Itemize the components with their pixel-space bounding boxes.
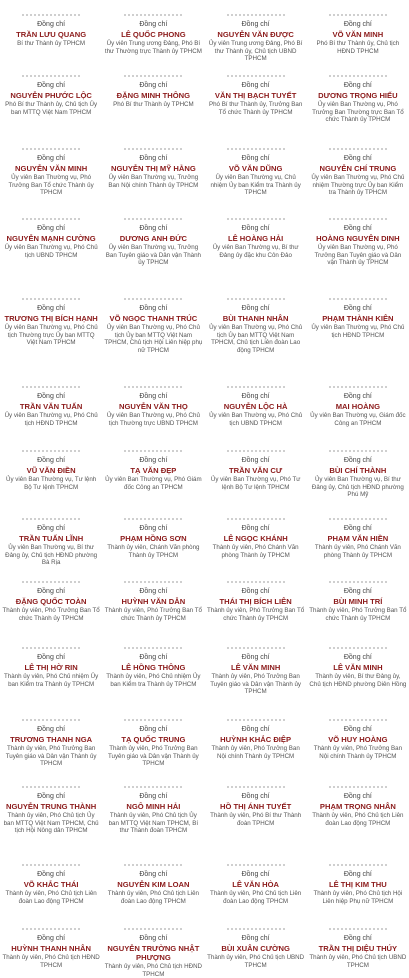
honorific: Đồng chí	[139, 393, 168, 400]
member-title: Thành ủy viên, Phó Chủ nhiệm Ủy ban Kiểm tra Thành ủy TPHCM	[106, 673, 201, 688]
member-name: NGUYỄN VĂN MINH	[15, 164, 88, 173]
member-title: Thành ủy viên, Phó Chủ tịch Liên đoàn Lao động TPHCM	[210, 890, 302, 905]
dotted-divider	[22, 928, 80, 930]
member-name: NGUYỄN MẠNH CƯỜNG	[6, 234, 96, 243]
dotted-divider	[329, 218, 387, 220]
member-card	[205, 298, 307, 386]
dotted-divider	[124, 14, 182, 16]
member-name: VÕ NGỌC THANH TRÚC	[109, 314, 198, 323]
member-title: Ủy viên Ban Thường vụ, Phó Trưởng Ban Thường trực Ban Tổ chức Thành ủy TPHCM	[312, 101, 404, 124]
member-name: LÊ VĂN MINH	[230, 663, 281, 672]
member-title: Phó Bí thư Thành ủy, Trưởng Ban Tổ chức Thành ủy TPHCM	[208, 101, 303, 116]
member-title: Ủy viên Trung ương Đảng, Phó Bí thư Thành ủy, Chủ tịch UBND TPHCM	[208, 40, 303, 63]
dotted-divider	[329, 518, 387, 520]
honorific: Đồng chí	[241, 393, 270, 400]
member-name: NGUYỄN PHƯỚC LỘC	[10, 91, 92, 100]
member-name: THÁI THỊ BÍCH LIÊN	[219, 597, 292, 606]
member-name: LÊ NGỌC KHÁNH	[223, 534, 288, 543]
member-card	[0, 581, 102, 647]
member-title: Thành ủy viên, Phó Chủ tịch HĐND TPHCM	[104, 963, 203, 978]
member-name: LÊ HỒNG THÔNG	[121, 663, 186, 672]
honorific: Đồng chí	[241, 726, 270, 733]
member-name: VÕ VĂN DŨNG	[228, 164, 283, 173]
member-card	[0, 864, 102, 928]
member-title: Thành ủy viên, Phó Chủ tịch Hội Liên hiệp Phụ nữ TPHCM	[313, 890, 403, 905]
dotted-divider	[124, 786, 182, 788]
dotted-divider	[227, 928, 285, 930]
dotted-divider	[124, 386, 182, 388]
member-title: Thành ủy viên, Phó Trưởng Ban Tổ chức Thành ủy TPHCM	[309, 607, 407, 622]
member-title: Thành ủy viên, Phó Trưởng Ban Nội chính Thành ủy TPHCM	[313, 745, 403, 760]
member-title: Thành ủy viên, Phó Chủ tịch Liên đoàn Lao động TPHCM	[107, 890, 199, 905]
member-title: Thành ủy viên, Phó Chủ tịch Liên đoàn Lao động TPHCM	[312, 812, 404, 827]
member-title: Thành ủy viên, Chánh Văn phòng Thành ủy TPHCM	[107, 544, 200, 559]
honorific: Đồng chí	[343, 793, 372, 800]
dotted-divider	[329, 75, 387, 77]
member-title: Ủy viên Ban Thường vụ, Phó Chủ tịch HĐND TPHCM	[311, 324, 405, 339]
member-card	[307, 928, 409, 974]
member-card	[307, 218, 409, 298]
honorific: Đồng chí	[139, 225, 168, 232]
member-name: DƯƠNG TRỌNG HIẾU	[318, 91, 398, 100]
member-card	[102, 864, 204, 928]
member-card	[205, 14, 307, 75]
member-name: VĂN THỊ BẠCH TUYẾT	[214, 91, 297, 100]
dotted-divider	[329, 298, 387, 300]
member-title: Thành ủy viên, Phó Bí thư Thành đoàn TPHCM	[210, 812, 302, 827]
member-name: TRẦN VĂN CƯ	[229, 466, 283, 475]
member-title: Ủy viên Ban Thường vụ, Trưởng Ban Tuyên giáo và Dân vận Thành ủy TPHCM	[105, 244, 201, 267]
member-title: Bí thư Thành ủy TPHCM	[17, 40, 86, 47]
member-card	[307, 786, 409, 864]
member-card	[0, 75, 102, 148]
member-card	[205, 647, 307, 719]
honorific: Đồng chí	[139, 155, 168, 162]
honorific: Đồng chí	[241, 21, 270, 28]
member-title: Ủy viên Ban Thường vụ, Bí thư Đảng ủy, Chủ tịch HĐND phường Bà Rịa	[5, 544, 98, 567]
member-title: Thành ủy viên, Phó Trưởng Ban Tuyên giáo và Dân vận Thành ủy TPHCM	[107, 745, 199, 768]
member-card	[307, 647, 409, 719]
member-card	[102, 75, 204, 148]
dotted-divider	[22, 581, 80, 583]
member-card	[0, 386, 102, 450]
honorific: Đồng chí	[241, 793, 270, 800]
member-card	[205, 75, 307, 148]
member-title: Ủy viên Ban Thường vụ, Phó Tư lệnh Bộ Tư lệnh TPHCM	[210, 476, 301, 491]
member-card	[307, 14, 409, 75]
member-card	[102, 450, 204, 518]
member-card	[307, 719, 409, 786]
honorific: Đồng chí	[343, 225, 372, 232]
honorific: Đồng chí	[241, 525, 270, 532]
member-title: Ủy viên Ban Thường vụ, Phó Chủ tịch Thường trực Ủy ban MTTQ Việt Nam TPHCM	[4, 324, 98, 347]
honorific: Đồng chí	[139, 82, 168, 89]
member-title: Ủy viên Ban Thường vụ, Phó Chủ tịch Ủy ban MTTQ Việt Nam TPHCM, Chủ tịch Liên đoàn Lao động TPHCM	[209, 324, 303, 354]
dotted-divider	[22, 450, 80, 452]
member-name: HUỲNH THANH NHÂN	[11, 944, 91, 953]
member-name: TRẦN TUẤN LĨNH	[19, 534, 84, 543]
honorific: Đồng chí	[139, 588, 168, 595]
dotted-divider	[227, 386, 285, 388]
member-name: PHẠM THÀNH KIÊN	[322, 314, 394, 323]
member-card	[0, 786, 102, 864]
honorific: Đồng chí	[37, 588, 66, 595]
honorific: Đồng chí	[241, 82, 270, 89]
dotted-divider	[124, 647, 182, 649]
member-card	[307, 864, 409, 928]
member-name: NGUYỄN LỘC HÀ	[223, 402, 288, 411]
dotted-divider	[124, 450, 182, 452]
member-card	[0, 298, 102, 386]
member-card	[102, 14, 204, 75]
dotted-divider	[227, 218, 285, 220]
member-card	[205, 218, 307, 298]
member-name: HUỲNH KHẮC ĐIỆP	[220, 735, 292, 744]
honorific: Đồng chí	[37, 305, 66, 312]
member-title: Thành ủy viên, Phó Trưởng Ban Tuyên giáo và Dân vận Thành ủy TPHCM	[5, 745, 97, 768]
dotted-divider	[124, 218, 182, 220]
honorific: Đồng chí	[37, 871, 66, 878]
dotted-divider	[124, 148, 182, 150]
member-name: NGUYỄN VĂN ĐƯỢC	[217, 30, 294, 39]
member-name: HUỲNH VĂN DẪN	[121, 597, 186, 606]
member-name: LÊ VĂN HÒA	[232, 880, 280, 889]
member-card	[307, 386, 409, 450]
member-title: Thành ủy viên, Phó Chủ tịch Liên đoàn Lao động TPHCM	[5, 890, 97, 905]
member-name: VÕ KHẮC THÁI	[23, 880, 79, 889]
dotted-divider	[22, 148, 80, 150]
honorific: Đồng chí	[139, 21, 168, 28]
honorific: Đồng chí	[241, 935, 270, 942]
member-card	[205, 786, 307, 864]
honorific: Đồng chí	[139, 871, 168, 878]
member-title: Thành ủy viên, Phó Chủ nhiệm Ủy ban Kiểm tra Thành ủy TPHCM	[4, 673, 99, 688]
member-name: NGUYỄN VĂN THỌ	[118, 402, 188, 411]
member-name: VÕ HUY HOÀNG	[328, 735, 388, 744]
member-card	[307, 518, 409, 581]
member-title: Thành ủy viên, Phó Trưởng Ban Nội chính Thành ủy TPHCM	[211, 745, 300, 760]
dotted-divider	[124, 864, 182, 866]
honorific: Đồng chí	[241, 871, 270, 878]
member-title: Ủy viên Ban Thường vụ, Giám đốc Công an TPHCM	[310, 412, 406, 427]
member-title: Ủy viên Ban Thường vụ, Phó Chủ tịch Ủy ban MTTQ Việt Nam TPHCM, Chủ tịch Hội Liên hiệp phụ nữ TPHCM	[104, 324, 203, 354]
honorific: Đồng chí	[343, 393, 372, 400]
honorific: Đồng chí	[241, 654, 270, 661]
member-name: LÊ HOÀNG HẢI	[227, 234, 284, 243]
honorific: Đồng chí	[37, 155, 66, 162]
member-name: ĐẶNG QUỐC TOÀN	[15, 597, 87, 606]
dotted-divider	[124, 518, 182, 520]
member-name: TRƯƠNG THANH NGA	[10, 735, 93, 744]
member-title: Ủy viên Ban Thường vụ, Phó Chủ nhiệm Thường trực Ủy ban Kiểm tra Thành ủy TPHCM	[311, 174, 405, 197]
member-title: Phó Bí thư Thành ủy TPHCM	[113, 101, 194, 108]
member-card	[0, 928, 102, 974]
member-name: DƯƠNG ANH ĐỨC	[119, 234, 188, 243]
honorific: Đồng chí	[37, 457, 66, 464]
dotted-divider	[227, 786, 285, 788]
honorific: Đồng chí	[37, 654, 66, 661]
member-card	[307, 298, 409, 386]
member-card	[307, 148, 409, 218]
member-title: Ủy viên Ban Thường vụ, Bí thư Đảng ủy, Chủ tịch HĐND phường Phú Mỹ	[311, 476, 404, 499]
member-title: Thành ủy viên, Phó Chánh Văn phòng Thành ủy TPHCM	[212, 544, 299, 559]
member-title: Thành ủy viên, Phó Trưởng Ban Tổ chức Thành ủy TPHCM	[207, 607, 305, 622]
member-card	[0, 719, 102, 786]
member-name: HOÀNG NGUYÊN DINH	[316, 234, 400, 243]
member-title: Phó Bí thư Thành ủy, Chủ tịch Ủy ban MTTQ Việt Nam TPHCM	[5, 101, 98, 116]
member-name: BÙI CHÍ THÀNH	[329, 466, 387, 475]
honorific: Đồng chí	[37, 726, 66, 733]
member-card	[0, 218, 102, 298]
member-name: TRƯƠNG THỊ BÍCH HẠNH	[4, 314, 98, 323]
dotted-divider	[124, 75, 182, 77]
honorific: Đồng chí	[139, 457, 168, 464]
member-name: MAI HOÀNG	[335, 402, 381, 411]
member-card	[102, 647, 204, 719]
dotted-divider	[227, 14, 285, 16]
member-card	[102, 148, 204, 218]
honorific: Đồng chí	[241, 305, 270, 312]
member-card	[205, 719, 307, 786]
honorific: Đồng chí	[139, 793, 168, 800]
member-title: Ủy viên Ban Thường vụ, Phó Trưởng Ban Tổ chức Thành ủy TPHCM	[8, 174, 94, 197]
member-name: VŨ VĂN ĐIỀN	[26, 466, 76, 475]
member-title: Ủy viên Ban Thường vụ, Tư lệnh Bộ Tư lệnh TPHCM	[6, 476, 97, 491]
member-title: Thành ủy viên, Phó Trưởng Ban Tuyên giáo và Dân vận Thành ủy TPHCM	[210, 673, 302, 696]
dotted-divider	[227, 518, 285, 520]
dotted-divider	[329, 719, 387, 721]
member-card	[205, 148, 307, 218]
dotted-divider	[22, 298, 80, 300]
honorific: Đồng chí	[343, 654, 372, 661]
dotted-divider	[124, 928, 182, 930]
member-name: TẠ VĂN ĐẸP	[130, 466, 177, 475]
honorific: Đồng chí	[343, 305, 372, 312]
member-title: Ủy viên Ban Thường vụ, Chủ nhiệm Ủy ban Kiểm tra Thành ủy TPHCM	[210, 174, 301, 197]
dotted-divider	[22, 386, 80, 388]
member-name: BÙI MINH TRÍ	[333, 597, 383, 606]
honorific: Đồng chí	[139, 935, 168, 942]
dotted-divider	[227, 719, 285, 721]
member-title: Ủy viên Ban Thường vụ, Bí thư Đảng ủy đặc khu Côn Đảo	[212, 244, 299, 259]
member-name: TRẦN VĂN TUẤN	[19, 402, 83, 411]
honorific: Đồng chí	[37, 793, 66, 800]
member-name: VÕ VĂN MINH	[332, 30, 384, 39]
honorific: Đồng chí	[37, 225, 66, 232]
member-card	[102, 581, 204, 647]
member-name: NGUYỄN CHÍ TRUNG	[319, 164, 397, 173]
dotted-divider	[329, 786, 387, 788]
dotted-divider	[22, 75, 80, 77]
honorific: Đồng chí	[37, 82, 66, 89]
member-name: TRẦN THỊ DIỆU THÚY	[318, 944, 398, 953]
member-title: Thành ủy viên, Phó Chánh Văn phòng Thành ủy TPHCM	[314, 544, 401, 559]
member-card	[307, 75, 409, 148]
member-card	[205, 928, 307, 974]
member-title: Thành ủy viên, Bí thư Đảng ủy, Chủ tịch HĐND phường Diên Hồng	[309, 673, 407, 688]
honorific: Đồng chí	[37, 525, 66, 532]
dotted-divider	[329, 928, 387, 930]
member-name: PHẠM VĂN HIỀN	[327, 534, 389, 543]
honorific: Đồng chí	[37, 393, 66, 400]
honorific: Đồng chí	[241, 588, 270, 595]
member-title: Ủy viên Ban Thường vụ, Phó Trưởng Ban Tuyên giáo và Dân vận Thành ủy TPHCM	[314, 244, 402, 267]
honorific: Đồng chí	[139, 726, 168, 733]
member-card	[0, 647, 102, 719]
member-title: Thành ủy viên, Phó Chủ tịch Ủy ban MTTQ Việt Nam TPHCM, Bí thư Thành đoàn TPHCM	[108, 812, 199, 835]
honorific: Đồng chí	[343, 82, 372, 89]
honorific: Đồng chí	[241, 155, 270, 162]
member-card	[0, 518, 102, 581]
member-title: Thành ủy viên, Phó Chủ tịch UBND TPHCM	[207, 954, 305, 969]
dotted-divider	[124, 581, 182, 583]
member-card	[102, 518, 204, 581]
member-title: Ủy viên Ban Thường vụ, Phó Chủ tịch UBND TPHCM	[4, 244, 98, 259]
dotted-divider	[329, 581, 387, 583]
honorific: Đồng chí	[343, 726, 372, 733]
member-name: LÊ VĂN MINH	[333, 663, 383, 672]
member-name: PHẠM HỒNG SƠN	[120, 534, 187, 543]
dotted-divider	[22, 647, 80, 649]
dotted-divider	[227, 647, 285, 649]
dotted-divider	[329, 386, 387, 388]
member-card	[205, 864, 307, 928]
member-name: BÙI XUÂN CƯỜNG	[221, 944, 290, 953]
member-title: Ủy viên Ban Thường vụ, Trưởng Ban Nội chính Thành ủy TPHCM	[108, 174, 199, 189]
member-name: LÊ QUỐC PHONG	[121, 30, 186, 39]
member-title: Thành ủy viên, Phó Chủ tịch Ủy ban MTTQ Việt Nam TPHCM, Chủ tịch Hội Nông dân TPHCM	[3, 812, 99, 835]
dotted-divider	[329, 148, 387, 150]
member-name: NGÔ MINH HẢI	[126, 802, 181, 811]
member-name: HỒ THỊ ÁNH TUYẾT	[219, 802, 292, 811]
dotted-divider	[329, 647, 387, 649]
dotted-divider	[22, 14, 80, 16]
dotted-divider	[22, 719, 80, 721]
honorific: Đồng chí	[343, 21, 372, 28]
member-title: Ủy viên Trung ương Đảng, Phó Bí thư Thường trực Thành ủy TPHCM	[104, 40, 202, 55]
member-name: LÊ THỊ HỜ RIN	[24, 663, 78, 672]
member-title: Ủy viên Ban Thường vụ, Phó Chủ tịch UBND TPHCM	[209, 412, 303, 427]
member-card	[0, 148, 102, 218]
member-name: TRẦN LƯU QUANG	[16, 30, 87, 39]
dotted-divider	[227, 298, 285, 300]
dotted-divider	[227, 581, 285, 583]
honorific: Đồng chí	[139, 525, 168, 532]
member-card	[0, 450, 102, 518]
honorific: Đồng chí	[343, 588, 372, 595]
member-card	[102, 719, 204, 786]
member-title: Ủy viên Ban Thường vụ, Phó Chủ tịch Thường trực UBND TPHCM	[106, 412, 200, 427]
dotted-divider	[22, 864, 80, 866]
member-title: Ủy viên Ban Thường vụ, Phó Chủ tịch HĐND TPHCM	[4, 412, 98, 427]
member-card	[102, 218, 204, 298]
dotted-divider	[329, 14, 387, 16]
member-name: NGUYỄN TRUNG THÀNH	[5, 802, 97, 811]
member-card	[205, 581, 307, 647]
member-card	[102, 298, 204, 386]
member-title: Thành ủy viên, Phó Trưởng Ban Tổ chức Thành ủy TPHCM	[2, 607, 100, 622]
honorific: Đồng chí	[343, 935, 372, 942]
member-name: NGUYỄN TRƯỜNG NHẬT PHƯỢNG	[107, 944, 200, 962]
member-name: LÊ THỊ KIM THU	[328, 880, 387, 889]
member-card	[102, 386, 204, 450]
member-card	[205, 386, 307, 450]
dotted-divider	[227, 864, 285, 866]
honorific: Đồng chí	[241, 457, 270, 464]
member-name: TẠ QUỐC TRUNG	[121, 735, 186, 744]
dotted-divider	[227, 75, 285, 77]
member-name: BÙI THANH NHÂN	[222, 314, 289, 323]
member-name: ĐẶNG MINH THÔNG	[116, 91, 191, 100]
dotted-divider	[124, 298, 182, 300]
dotted-divider	[329, 450, 387, 452]
dotted-divider	[124, 719, 182, 721]
member-title: Thành ủy viên, Phó Chủ tịch UBND TPHCM	[309, 954, 407, 969]
member-card	[102, 786, 204, 864]
member-card	[307, 581, 409, 647]
member-card	[307, 450, 409, 518]
honorific: Đồng chí	[241, 225, 270, 232]
member-name: NGUYỄN KIM LOAN	[117, 880, 190, 889]
dotted-divider	[22, 218, 80, 220]
member-card	[205, 450, 307, 518]
member-name: NGUYỄN THỊ MỸ HẰNG	[110, 164, 196, 173]
honorific: Đồng chí	[37, 21, 66, 28]
member-card	[0, 14, 102, 75]
dotted-divider	[329, 864, 387, 866]
honorific: Đồng chí	[139, 654, 168, 661]
dotted-divider	[22, 786, 80, 788]
honorific: Đồng chí	[37, 935, 66, 942]
member-title: Phó Bí thư Thành ủy, Chủ tịch HĐND TPHCM	[316, 40, 400, 55]
honorific: Đồng chí	[343, 871, 372, 878]
member-title: Thành ủy viên, Phó Chủ tịch HĐND TPHCM	[2, 954, 100, 969]
member-name: PHẠM TRỌNG NHÂN	[319, 802, 396, 811]
member-title: Ủy viên Ban Thường vụ, Phó Giám đốc Công an TPHCM	[105, 476, 202, 491]
honorific: Đồng chí	[343, 525, 372, 532]
honorific: Đồng chí	[343, 155, 372, 162]
dotted-divider	[227, 148, 285, 150]
dotted-divider	[227, 450, 285, 452]
honorific: Đồng chí	[343, 457, 372, 464]
honorific: Đồng chí	[139, 305, 168, 312]
member-card	[102, 928, 204, 978]
member-card	[205, 518, 307, 581]
dotted-divider	[22, 518, 80, 520]
member-title: Thành ủy viên, Phó Trưởng Ban Tổ chức Thành ủy TPHCM	[104, 607, 202, 622]
